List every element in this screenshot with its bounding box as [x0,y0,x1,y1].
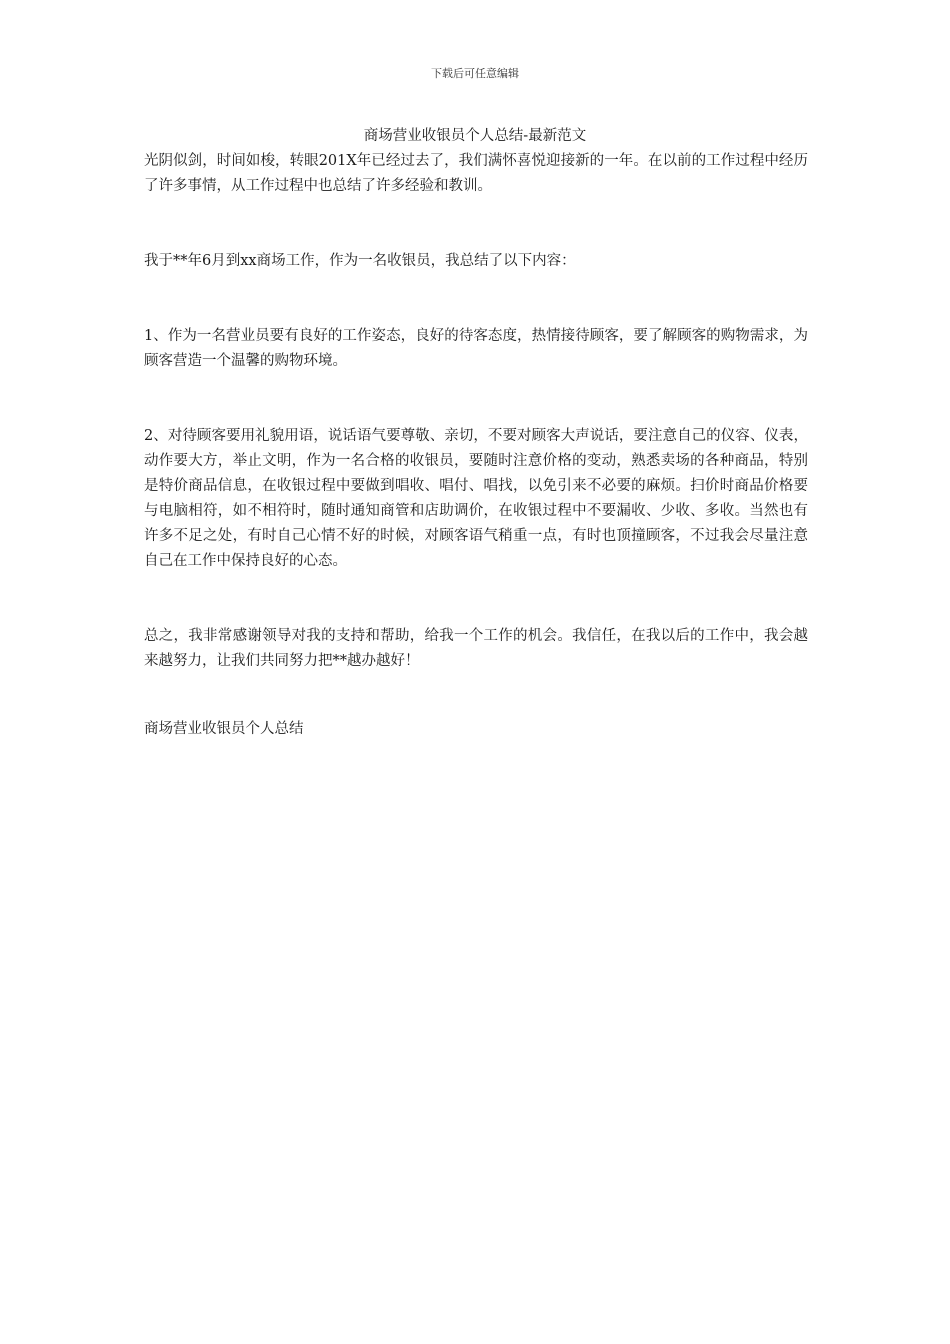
paragraph-point-1: 1、作为一名营业员要有良好的工作姿态，良好的待客态度，热情接待顾客，要了解顾客的购物需求，为顾客营造一个温馨的购物环境。 [144,328,808,369]
paragraph-footer-title: 商场营业收银员个人总结 [144,721,304,737]
paragraph-point-2: 2、对待顾客要用礼貌用语，说话语气要尊敬、亲切，不要对顾客大声说话，要注意自己的仪容、仪表，动作要大方，举止文明，作为一名合格的收银员，要随时注意价格的变动，熟悉卖场的各种商品，特别是特价商品信息，在收银过程中要做到唱收、唱付、唱找，以免引来不必要的麻烦。扫价时商品价格要与电脑相符，如不相符时，随时通知商管和店助调价，在收银过程中不要漏收、少收、多收。当然也有许多不足之处，有时自己心情不好的时候，对顾客语气稍重一点，有时也顶撞顾客，不过我会尽量注意自己在工作中保持良好的心态。 [144,428,808,569]
document-body [144,149,808,742]
document-title: 商场营业收银员个人总结-最新范文 [363,128,587,144]
paragraph-spacer [144,199,808,249]
paragraph-spacer [144,574,808,624]
paragraph-spacer [144,674,808,717]
paragraph-spacer [144,274,808,324]
paragraph-statement: 我于**年6月到xx商场工作，作为一名收银员，我总结了以下内容： [144,253,576,269]
paragraph-intro: 光阴似剑，时间如梭，转眼201X年已经过去了，我们满怀喜悦迎接新的一年。在以前的工作过程中经历了许多事情，从工作过程中也总结了许多经验和教训。 [144,153,808,194]
header-note: 下载后可任意编辑 [431,67,519,80]
paragraph-conclusion: 总之，我非常感谢领导对我的支持和帮助，给我一个工作的机会。我信任，在我以后的工作中，我会越来越努力，让我们共同努力把**越办越好！ [144,628,808,669]
paragraph-spacer [144,374,808,424]
